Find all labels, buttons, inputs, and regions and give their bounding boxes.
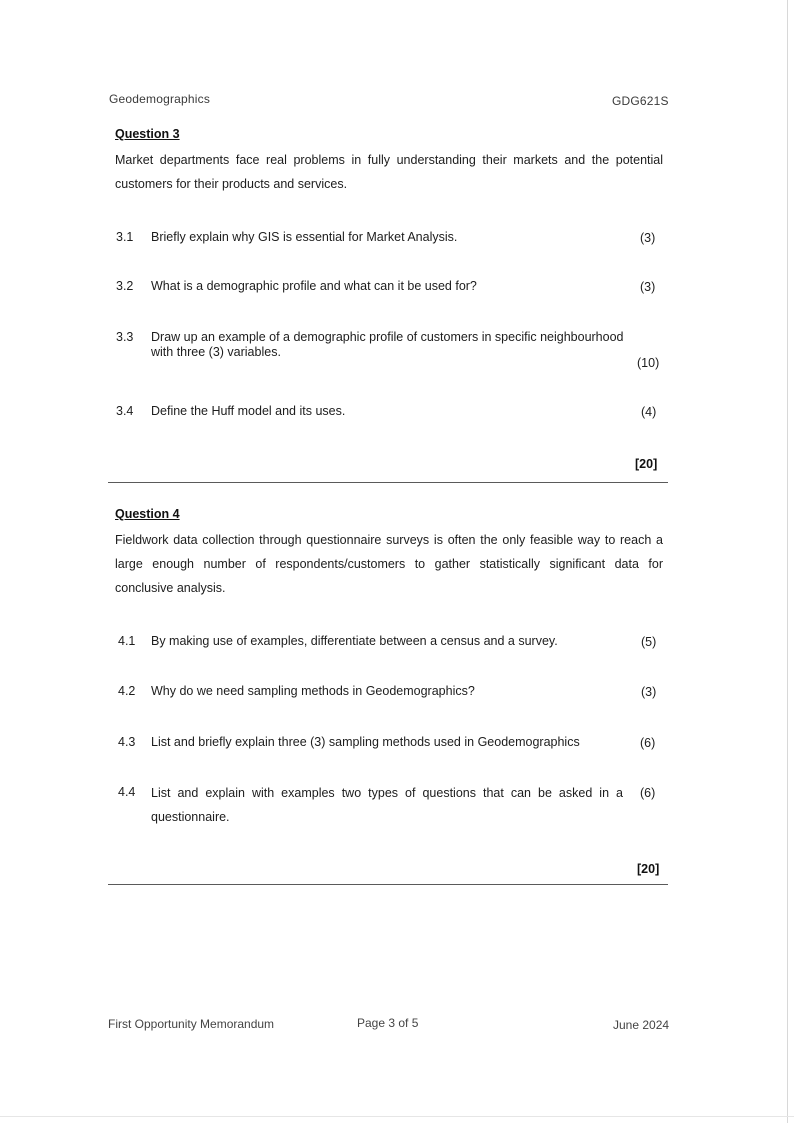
item-number: 3.3 (116, 330, 134, 344)
footer-document-type: First Opportunity Memorandum (108, 1017, 275, 1031)
footer-date: June 2024 (613, 1018, 670, 1032)
header-course-code: GDG621S (612, 94, 669, 108)
scan-edge-bottom (0, 1116, 794, 1117)
header-course-name: Geodemographics (109, 92, 211, 106)
item-number: 4.2 (118, 684, 136, 698)
item-marks: (3) (640, 231, 656, 245)
item-text: By making use of examples, differentiate between a census and a survey. (151, 634, 558, 648)
item-number: 3.2 (116, 279, 134, 293)
item-text: What is a demographic profile and what can it be used for? (151, 279, 477, 293)
question-3-title: Question 3 (115, 127, 180, 141)
item-text: List and briefly explain three (3) sampling methods used in Geodemographics (151, 735, 580, 749)
item-number: 4.3 (118, 735, 136, 749)
scan-edge-right (787, 0, 788, 1123)
question-4-title: Question 4 (115, 507, 180, 521)
item-number: 4.4 (118, 785, 136, 799)
item-text: Define the Huff model and its uses. (151, 404, 346, 418)
section-divider (108, 482, 668, 483)
item-marks: (4) (641, 405, 657, 419)
item-marks: (3) (641, 685, 657, 699)
item-text: Draw up an example of a demographic profile of customers in specific neighbourhood with three (3) variables. (151, 330, 624, 359)
item-text: Why do we need sampling methods in Geodemographics? (151, 684, 475, 698)
item-number: 4.1 (118, 634, 136, 648)
item-marks: (6) (640, 786, 656, 800)
question-3-intro: Market departments face real problems in fully understanding their markets and the potential customers for their products and services. (115, 153, 663, 191)
item-marks: (5) (641, 635, 657, 649)
footer-page-number: Page 3 of 5 (357, 1016, 419, 1030)
question-3-total: [20] (635, 457, 658, 471)
section-divider (108, 884, 668, 885)
item-number: 3.4 (116, 404, 134, 418)
item-text: Briefly explain why GIS is essential for Market Analysis. (151, 230, 458, 244)
item-marks: (6) (640, 736, 656, 750)
item-number: 3.1 (116, 230, 134, 244)
item-text: List and explain with examples two types of questions that can be asked in a questionnaire. (151, 786, 623, 824)
question-4-total: [20] (637, 862, 660, 876)
item-marks: (3) (640, 280, 656, 294)
question-4-intro: Fieldwork data collection through questionnaire surveys is often the only feasible way to reach a large enough number of respondents/customers to gather statistically significant data for conclusive analysis. (115, 533, 663, 595)
item-marks: (10) (637, 356, 660, 370)
